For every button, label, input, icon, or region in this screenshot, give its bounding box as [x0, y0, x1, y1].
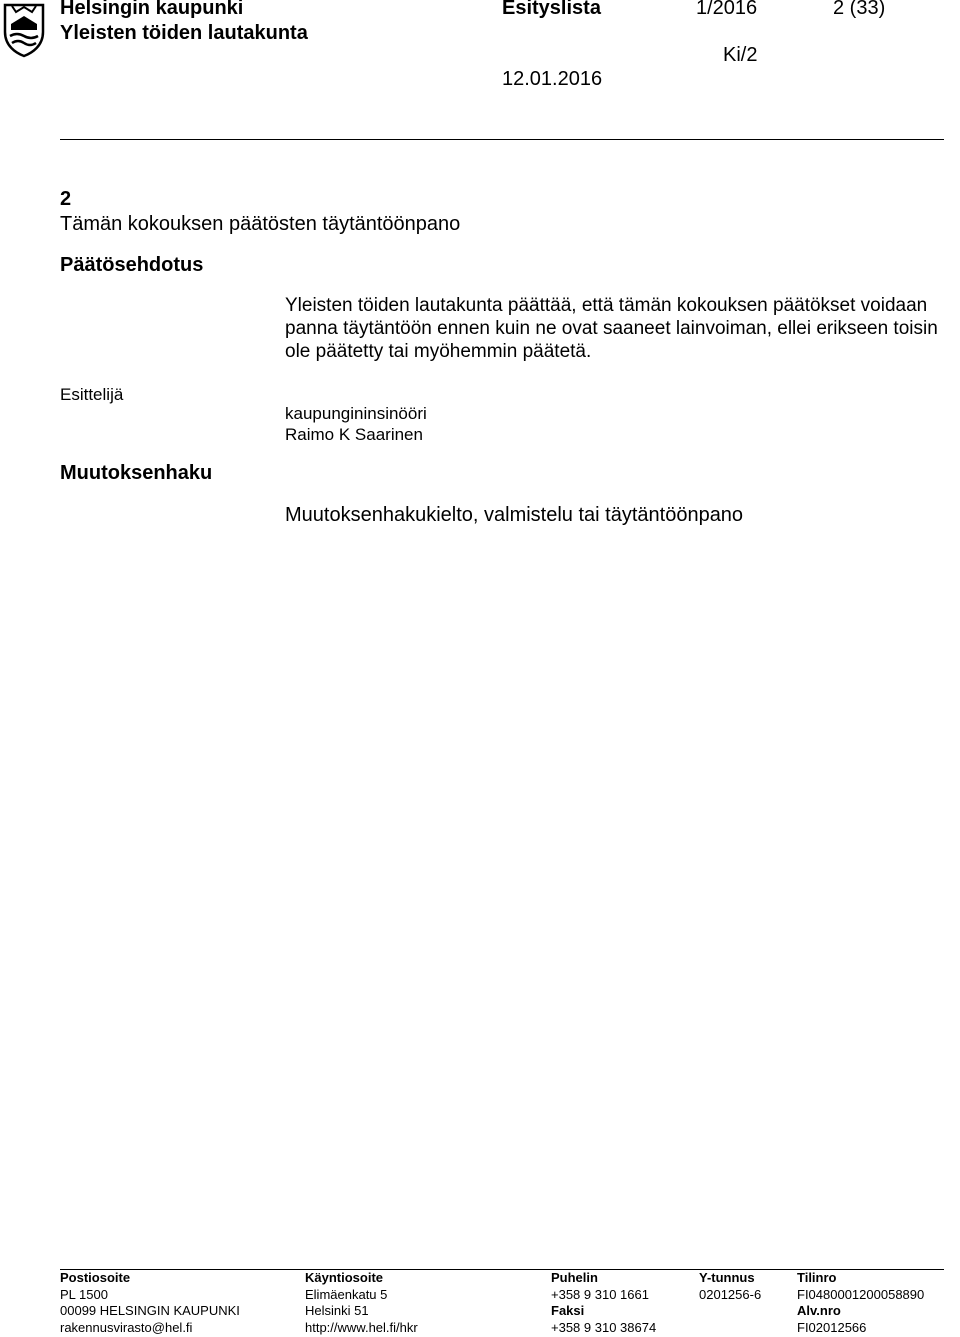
- header-date: 12.01.2016: [502, 68, 603, 90]
- header-organization: Helsingin kaupunki: [60, 0, 244, 19]
- footer-phone: [551, 1270, 656, 1336]
- footer-postal-line: 00099 HELSINGIN KAUPUNKI: [60, 1303, 240, 1318]
- appeal-text: Muutoksenhakukielto, valmistelu tai täytäntöönpano: [285, 504, 744, 526]
- header-board-name: Yleisten töiden lautakunta: [60, 22, 308, 44]
- footer-fax-number: +358 9 310 38674: [551, 1319, 657, 1335]
- header-issue-number: 1/2016: [696, 0, 758, 19]
- footer-business-id: [699, 1270, 761, 1303]
- presenter-name: Raimo K Saarinen: [285, 425, 423, 444]
- footer-account: [797, 1270, 924, 1336]
- footer-fax-heading: Faksi: [551, 1303, 585, 1318]
- header-document-type: Esityslista: [502, 0, 601, 19]
- header-page-number: 2 (33): [833, 0, 886, 19]
- footer-website: http://www.hel.fi/hkr: [305, 1319, 418, 1335]
- footer-visit-line: Helsinki 51: [305, 1303, 369, 1318]
- footer-phone-heading: Puhelin: [551, 1270, 598, 1285]
- footer-ytunnus-value: 0201256-6: [699, 1286, 762, 1302]
- footer-vat-heading: Alv.nro: [797, 1303, 841, 1318]
- item-number: 2: [60, 188, 72, 210]
- presenter-title: kaupungininsinööri: [285, 404, 427, 423]
- footer-vat-number: FI02012566: [797, 1319, 867, 1335]
- footer-phone-number: +358 9 310 1661: [551, 1286, 649, 1302]
- footer-visiting-address: [305, 1270, 418, 1336]
- proposal-heading: Päätösehdotus: [60, 254, 204, 276]
- proposal-text: Yleisten töiden lautakunta päättää, että tämän kokouksen päätökset voidaan panna täytäntöön ennen kuin ne ovat saaneet lainvoiman, ellei erikseen toisin ole päätetty tai myöhemmin päätetä.: [285, 295, 938, 362]
- presenter-label: Esittelijä: [60, 385, 124, 404]
- footer-visit-line: Elimäenkatu 5: [305, 1286, 388, 1302]
- footer-postal-heading: Postiosoite: [60, 1270, 131, 1285]
- footer-email: rakennusvirasto@hel.fi: [60, 1319, 193, 1335]
- footer-account-heading: Tilinro: [797, 1270, 837, 1285]
- item-title: Tämän kokouksen päätösten täytäntöönpano: [60, 213, 461, 235]
- footer-account-number: FI0480001200058890: [797, 1286, 925, 1302]
- footer-postal-line: PL 1500: [60, 1286, 108, 1302]
- appeal-heading: Muutoksenhaku: [60, 462, 213, 484]
- footer-ytunnus-heading: Y-tunnus: [699, 1270, 755, 1285]
- footer-postal-address: [60, 1270, 240, 1336]
- header-case-code: Ki/2: [723, 44, 758, 66]
- helsinki-crest-logo: [2, 2, 46, 58]
- footer-visit-heading: Käyntiosoite: [305, 1270, 384, 1285]
- header-divider: [60, 139, 944, 140]
